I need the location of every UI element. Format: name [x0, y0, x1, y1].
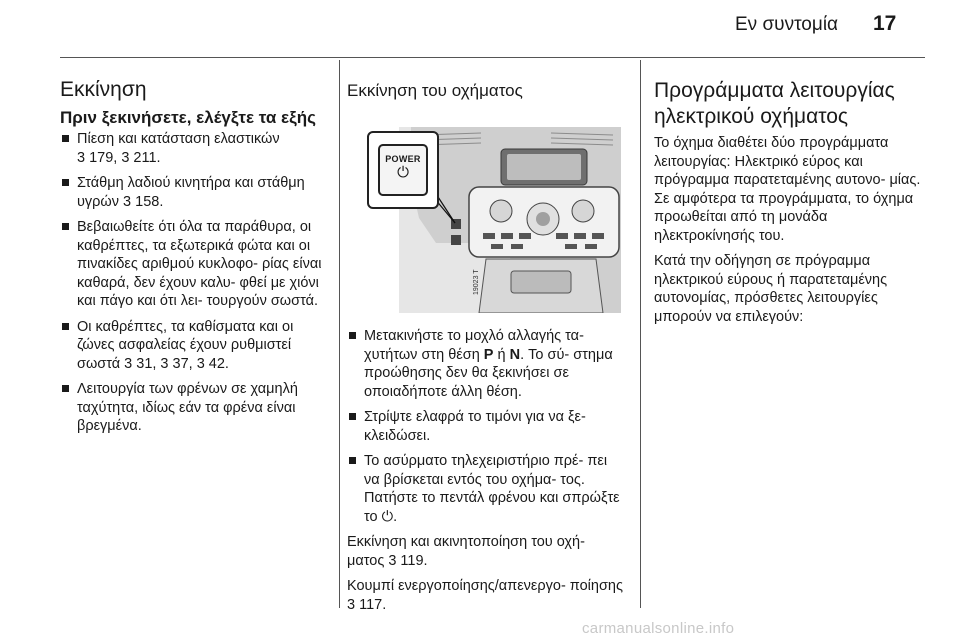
page-reference[interactable]: 3 117.	[347, 596, 387, 613]
list-item: Στρίψτε ελαφρά το τιμόνι για να ξε‐ κλειδώσει.	[347, 408, 625, 445]
list-item: Λειτουργία των φρένων σε χαμηλή ταχύτητα, ιδίως εάν τα φρένα είναι βρεγμένα.	[60, 380, 330, 436]
svg-text:19023 T: 19023 T	[473, 269, 480, 295]
list-item: Βεβαιωθείτε ότι όλα τα παράθυρα, οι καθρέπτες, τα εξωτερικά φώτα και οι πινακίδες αριθμού κυκλοφο‐ ρίας είναι καθαρά, δεν έχουν καλυ‐ φθεί με χιόνι και πάγο και ότι λει‐ τουργούν σωστά.	[60, 218, 330, 311]
power-icon: ⏻	[397, 164, 409, 181]
paragraph: Εκκίνηση και ακινητοποίηση του οχή‐ ματος 3 119.	[347, 534, 585, 569]
paragraph: Το όχημα διαθέτει δύο προγράμματα λειτουργίας: Ηλεκτρικό εύρος και πρόγραμμα παρατεταμένης αυτονο‐ μίας. Σε αμφότερα τα προγράμματα, το όχημα προωθείται από τη μονάδα ηλεκτροκίνησής του.	[654, 135, 921, 244]
gear-p: P	[483, 346, 494, 363]
paragraph: Κατά την οδήγηση σε πρόγραμμα ηλεκτρικού εύρους ή παρατεταμένης αυτονομίας, πρόσθετες λειτουργίες μπορούν να επιλεγούν:	[654, 253, 888, 325]
list-item: Οι καθρέπτες, τα καθίσματα και οι ζώνες ασφαλείας έχουν ρυθμιστεί σωστά 3 31, 3 37, 3 42.	[60, 318, 330, 374]
page-reference[interactable]: 3 31, 3 37, 3 42.	[124, 355, 229, 372]
list-item: Στάθμη λαδιού κινητήρα και στάθμη υγρών 3 158.	[60, 174, 330, 211]
column-ev-modes	[654, 60, 926, 333]
header-rule	[60, 57, 925, 58]
list-item: Το ασύρματο τηλεχειριστήριο πρέ‐ πει να βρίσκεται εντός του οχήμα‐ τος. Πατήστε το πεντάλ φρένου και σπρώξτε το ⏻.	[347, 452, 625, 526]
power-button-label: POWER	[385, 154, 421, 164]
checklist-heading: Πριν ξεκινήσετε, ελέγξτε τα εξής	[60, 108, 316, 127]
column-starting	[60, 60, 330, 443]
column-divider-1	[339, 60, 340, 608]
checklist	[60, 130, 330, 436]
section-title-starting: Εκκίνηση	[60, 78, 147, 101]
page-reference[interactable]: 3 158.	[123, 193, 164, 210]
page-reference[interactable]: 3 179, 3 211.	[77, 149, 161, 166]
power-icon: ⏻	[381, 508, 394, 525]
list-item: Μετακινήστε το μοχλό αλλαγής τα‐ χυτήτων στη θέση P ή N. Το σύ‐ στημα προώθησης δεν θα ξεκινήσει σε οποιαδήποτε άλλη θέση.	[347, 327, 625, 401]
section-title-ev-modes: Προγράμματα λειτουργίας ηλεκτρικού οχήματος	[654, 79, 895, 128]
section-title-vehicle-start: Εκκίνηση του οχήματος	[347, 81, 523, 100]
page-reference[interactable]: 3 119.	[388, 552, 428, 569]
footer-watermark: carmanualsonline.info	[582, 620, 735, 637]
paragraph: Κουμπί ενεργοποίησης/απενεργο‐ ποίησης 3 117.	[347, 578, 623, 613]
start-steps	[347, 327, 625, 526]
power-button	[378, 144, 428, 196]
column-vehicle-start	[347, 60, 625, 621]
page-header-title: Εν συντομία	[735, 14, 839, 35]
power-button-inset	[367, 131, 439, 209]
list-item: Πίεση και κατάσταση ελαστικών 3 179, 3 211.	[60, 130, 330, 167]
column-divider-2	[640, 60, 641, 608]
gear-n: N	[509, 346, 521, 363]
dashboard-illustration	[351, 123, 621, 313]
page-number: 17	[873, 12, 897, 35]
